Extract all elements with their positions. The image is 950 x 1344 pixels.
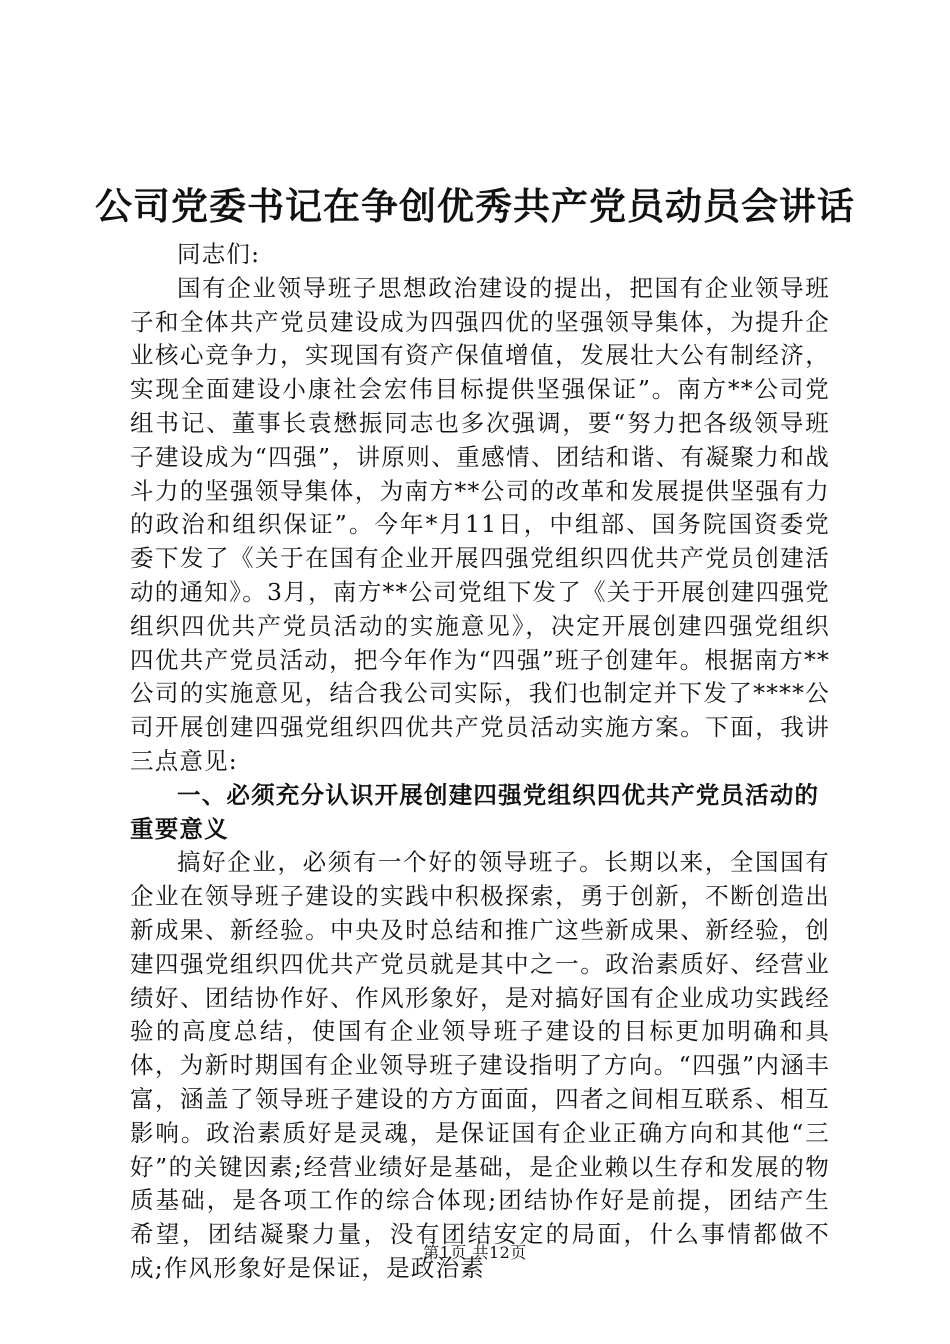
document-title: 公司党委书记在争创优秀共产党员动员会讲话: [95, 185, 855, 228]
paragraph: 搞好企业，必须有一个好的领导班子。长期以来，全国国有企业在领导班子建设的实践中积极探索，勇于创新，不断创造出新成果、新经验。中央及时总结和推广这些新成果、新经验，创建四强党组织四优共产党员就是其中之一。政治素质好、经营业绩好、团结协作好、作风形象好，是对搞好国有企业成功实践经验的高度总结，使国有企业领导班子建设的目标更加明确和具体，为新时期国有企业领导班子建设指明了方向。“四强”内涵丰富，涵盖了领导班子建设的方方面面，四者之间相互联系、相互影响。政治素质好是灵魂，是保证国有企业正确方向和其他“三好”的关键因素;经营业绩好是基础，是企业赖以生存和发展的物质基础，是各项工作的综合体现;团结协作好是前提，团结产生希望，团结凝聚力量，没有团结安定的局面，什么事情都做不成;作风形象好是保证，是政治素: [130, 848, 830, 1282]
paragraph: 国有企业领导班子思想政治建设的提出，把国有企业领导班子和全体共产党员建设成为四强四优的坚强领导集体，为提升企业核心竞争力，实现国有资产保值增值，发展壮大公有制经济，实现全面建设小康社会宏伟目标提供坚强保证”。南方**公司党组书记、董事长袁懋振同志也多次强调，要“努力把各级领导班子建设成为“四强”，讲原则、重感情、团结和谐、有凝聚力和战斗力的坚强领导集体，为南方**公司的改革和发展提供坚强有力的政治和组织保证”。今年*月11日，中组部、国务院国资委党委下发了《关于在国有企业开展四强党组织四优共产党员创建活动的通知》。3月，南方**公司党组下发了《关于开展创建四强党组织四优共产党员活动的实施意见》，决定开展创建四强党组织四优共产党员活动，把今年作为“四强”班子创建年。根据南方**公司的实施意见，结合我公司实际，我们也制定并下发了****公司开展创建四强党组织四优共产党员活动实施方案。下面，我讲三点意见:: [130, 273, 830, 775]
section-heading: 一、必须充分认识开展创建四强党组织四优共产党员活动的重要意义: [130, 780, 820, 843]
salutation: 同志们:: [177, 240, 261, 268]
document-body: [130, 238, 830, 1286]
page-number-footer: 第1页 共12页: [423, 1243, 527, 1262]
